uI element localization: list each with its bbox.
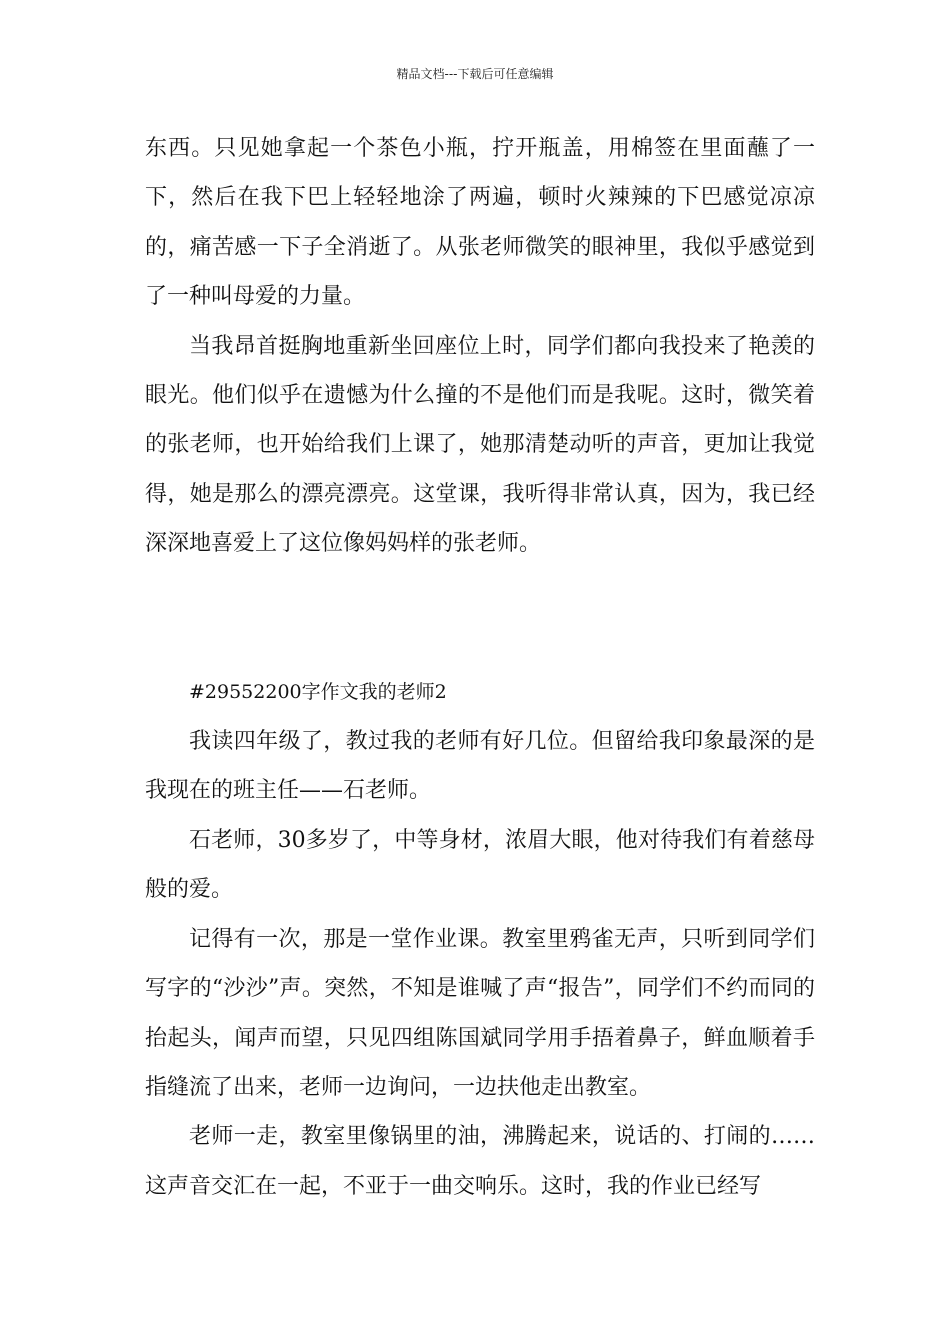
- paragraph: 当我昂首挺胸地重新坐回座位上时，同学们都向我投来了艳羡的眼光。他们似乎在遗憾为什么撞的不是他们而是我呢。这时，微笑着的张老师，也开始给我们上课了，她那清楚动听的声音，更加让我觉得，她是那么的漂亮漂亮。这堂课，我听得非常认真，因为，我已经深深地喜爱上了这位像妈妈样的张老师。: [145, 333, 815, 557]
- paragraph: 老师一走，教室里像锅里的油，沸腾起来，说话的、打闹的……这声音交汇在一起，不亚于一曲交响乐。这时，我的作业已经写: [145, 1124, 815, 1199]
- paragraph: 记得有一次，那是一堂作业课。教室里鸦雀无声，只听到同学们写字的“沙沙”声。突然，不知是谁喊了声“报告”，同学们不约而同的抬起头，闻声而望，只见四组陈国斌同学用手捂着鼻子，鲜血顺着手指缝流了出来，老师一边询问，一边扶他走出教室。: [145, 926, 815, 1100]
- section-gap: [145, 569, 815, 668]
- page-header: 精品文档---下载后可任意编辑: [396, 67, 554, 81]
- paragraph: 石老师，30多岁了，中等身材，浓眉大眼，他对待我们有着慈母般的爱。: [145, 827, 815, 903]
- document-body: [145, 124, 815, 1211]
- section-title: #29552200字作文我的老师2: [189, 680, 447, 703]
- paragraph-continuation: 东西。只见她拿起一个茶色小瓶，拧开瓶盖，用棉签在里面蘸了一下，然后在我下巴上轻轻地涂了两遍，顿时火辣辣的下巴感觉凉凉的，痛苦感一下子全消逝了。从张老师微笑的眼神里，我似乎感觉到了一种叫母爱的力量。: [145, 136, 815, 310]
- paragraph: 我读四年级了，教过我的老师有好几位。但留给我印象最深的是我现在的班主任——石老师。: [145, 729, 815, 804]
